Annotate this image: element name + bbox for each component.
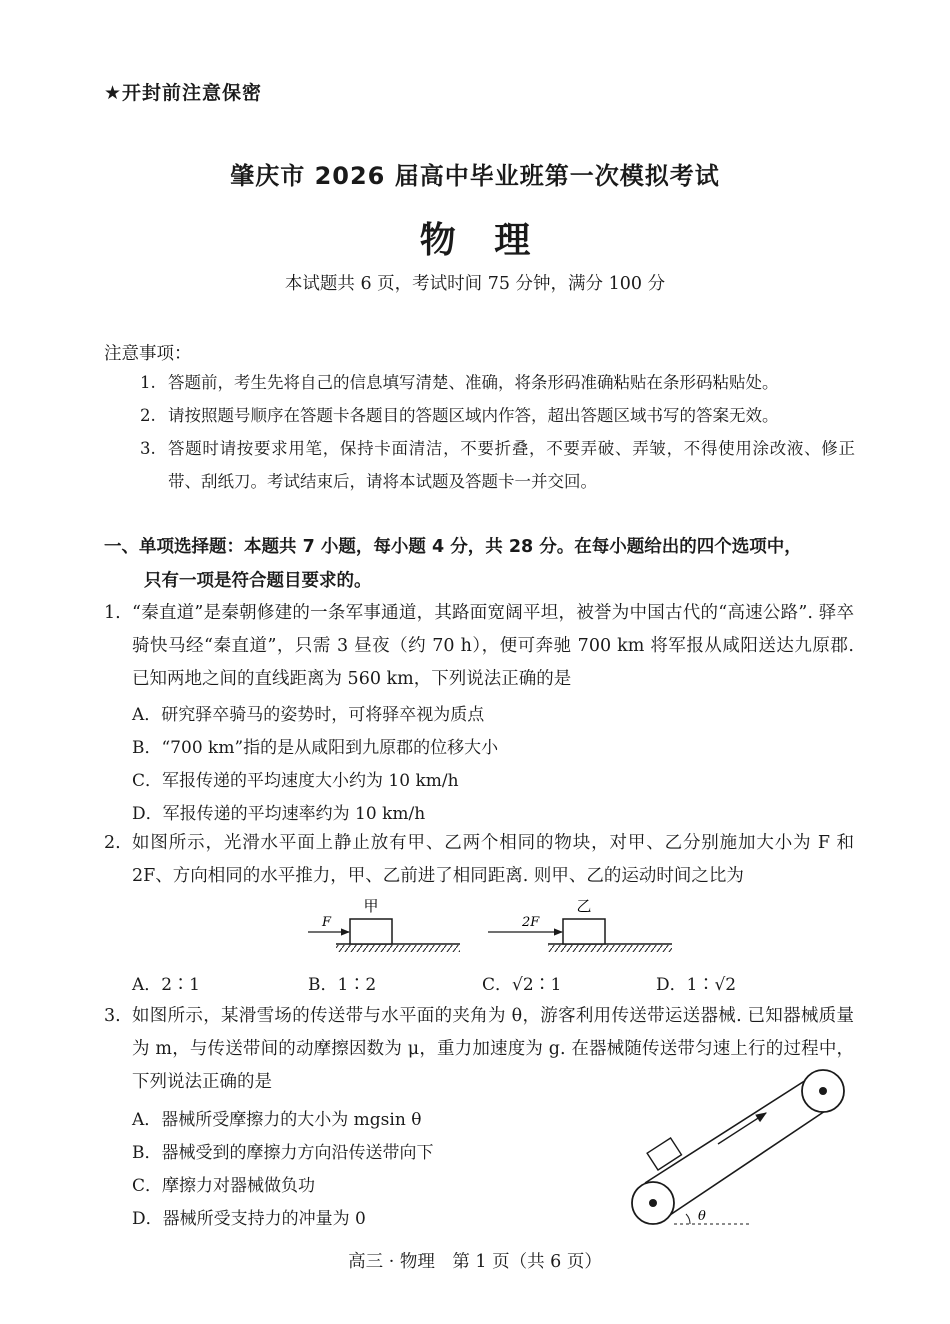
question-1 bbox=[104, 597, 854, 696]
option-a: A．研究驿卒骑马的姿势时，可将驿卒视为质点 bbox=[132, 705, 485, 725]
question-number: 1. bbox=[104, 603, 121, 623]
option-letter: A． bbox=[132, 975, 162, 995]
angle-arc bbox=[686, 1214, 690, 1224]
exam-title: 肇庆市 2026 届高中毕业班第一次模拟考试 bbox=[230, 162, 720, 190]
block-b-label: 乙 bbox=[576, 897, 592, 915]
note-text: 答题前，考生先将自己的信息填写清楚、准确，将条形码准确粘贴在条形码粘贴处。 bbox=[168, 373, 779, 392]
note-item bbox=[140, 432, 855, 498]
note-text: 答题时请按要求用笔，保持卡面清洁，不要折叠，不要弄破、弄皱，不得使用涂改液、修正带、刮纸刀。考试结束后，请将本试题及答题卡一并交回。 bbox=[168, 439, 855, 491]
block-a bbox=[350, 919, 392, 944]
question-number: 3. bbox=[104, 1006, 121, 1026]
question-2 bbox=[104, 827, 854, 893]
conveyor-figure bbox=[620, 1062, 860, 1232]
angle-label: θ bbox=[698, 1209, 706, 1224]
note-item bbox=[140, 366, 855, 399]
note-number: 3. bbox=[140, 439, 156, 458]
confidential-notice: ★开封前注意保密 bbox=[104, 82, 263, 104]
lower-roller-axle bbox=[649, 1199, 657, 1207]
option-b: B．器械受到的摩擦力方向沿传送带向下 bbox=[132, 1143, 434, 1163]
option-b bbox=[308, 970, 376, 995]
question-text: 如图所示，光滑水平面上静止放有甲、乙两个相同的物块，对甲、乙分别施加大小为 F 和 2F、方向相同的水平推力，甲、乙前进了相同距离. 则甲、乙的运动时间之比为 bbox=[132, 833, 854, 886]
option-a: A．器械所受摩擦力的大小为 mgsin θ bbox=[132, 1110, 422, 1130]
subject-title: 物 理 bbox=[419, 219, 531, 261]
force-a-label: F bbox=[322, 915, 332, 930]
motion-arrow bbox=[718, 1113, 766, 1144]
option-value: √2∶1 bbox=[512, 975, 562, 995]
block-b bbox=[563, 919, 605, 944]
blocks-figure bbox=[300, 892, 680, 960]
option-value: 1∶2 bbox=[337, 975, 377, 995]
belt-bottom-line bbox=[661, 1107, 831, 1221]
option-letter: B． bbox=[308, 975, 338, 995]
force-b-label: 2F bbox=[522, 915, 540, 930]
ground-hatch-a bbox=[336, 945, 460, 952]
ground-hatch-b bbox=[548, 945, 672, 952]
page-footer: 高三 · 物理 第 1 页（共 6 页） bbox=[348, 1252, 602, 1272]
notes-heading: 注意事项： bbox=[104, 344, 192, 364]
block-a-label: 甲 bbox=[363, 897, 379, 915]
section-heading-line2: 只有一项是符合题目要求的。 bbox=[144, 571, 372, 591]
note-number: 2. bbox=[140, 406, 156, 425]
belt-top-line bbox=[645, 1073, 817, 1183]
upper-roller-axle bbox=[819, 1087, 827, 1095]
equipment-block bbox=[647, 1138, 681, 1170]
option-letter: D． bbox=[656, 975, 687, 995]
option-a bbox=[132, 970, 200, 995]
section-heading-line1: 一、单项选择题：本题共 7 小题，每小题 4 分，共 28 分。在每小题给出的四个选项中， bbox=[104, 537, 802, 557]
option-d: D．器械所受支持力的冲量为 0 bbox=[132, 1209, 366, 1229]
exam-info: 本试题共 6 页，考试时间 75 分钟，满分 100 分 bbox=[284, 274, 666, 294]
note-item bbox=[140, 399, 855, 432]
option-c: C．摩擦力对器械做负功 bbox=[132, 1176, 316, 1196]
option-d: D．军报传递的平均速率约为 10 km/h bbox=[132, 804, 426, 824]
option-letter: C． bbox=[482, 975, 513, 995]
note-text: 请按照题号顺序在答题卡各题目的答题区域内作答，超出答题区域书写的答案无效。 bbox=[168, 406, 779, 425]
option-value: 2∶1 bbox=[161, 975, 200, 995]
option-c bbox=[482, 970, 561, 995]
section-heading bbox=[104, 530, 864, 598]
question-text: 如图所示，某滑雪场的传送带与水平面的夹角为 θ，游客利用传送带运送器械. 已知器械质量为 m，与传送带间的动摩擦因数为 μ，重力加速度为 g. 在器械随传送带匀速上行的过程中，下列说法正确的是 bbox=[132, 1006, 854, 1092]
question-text: “秦直道”是秦朝修建的一条军事通道，其路面宽阔平坦，被誉为中国古代的“高速公路”. 驿卒骑快马经“秦直道”，只需 3 昼夜（约 70 h），便可奔驰 700 km 将军报从咸阳送达九原郡. 已知两地之间的直线距离为 560 km，下列说法正确的是 bbox=[132, 603, 854, 689]
option-d bbox=[656, 970, 736, 995]
option-b: B．“700 km”指的是从咸阳到九原郡的位移大小 bbox=[132, 738, 499, 758]
question-number: 2. bbox=[104, 833, 121, 853]
option-value: 1∶√2 bbox=[686, 975, 737, 995]
note-number: 1. bbox=[140, 373, 156, 392]
option-c: C．军报传递的平均速度大小约为 10 km/h bbox=[132, 771, 459, 791]
